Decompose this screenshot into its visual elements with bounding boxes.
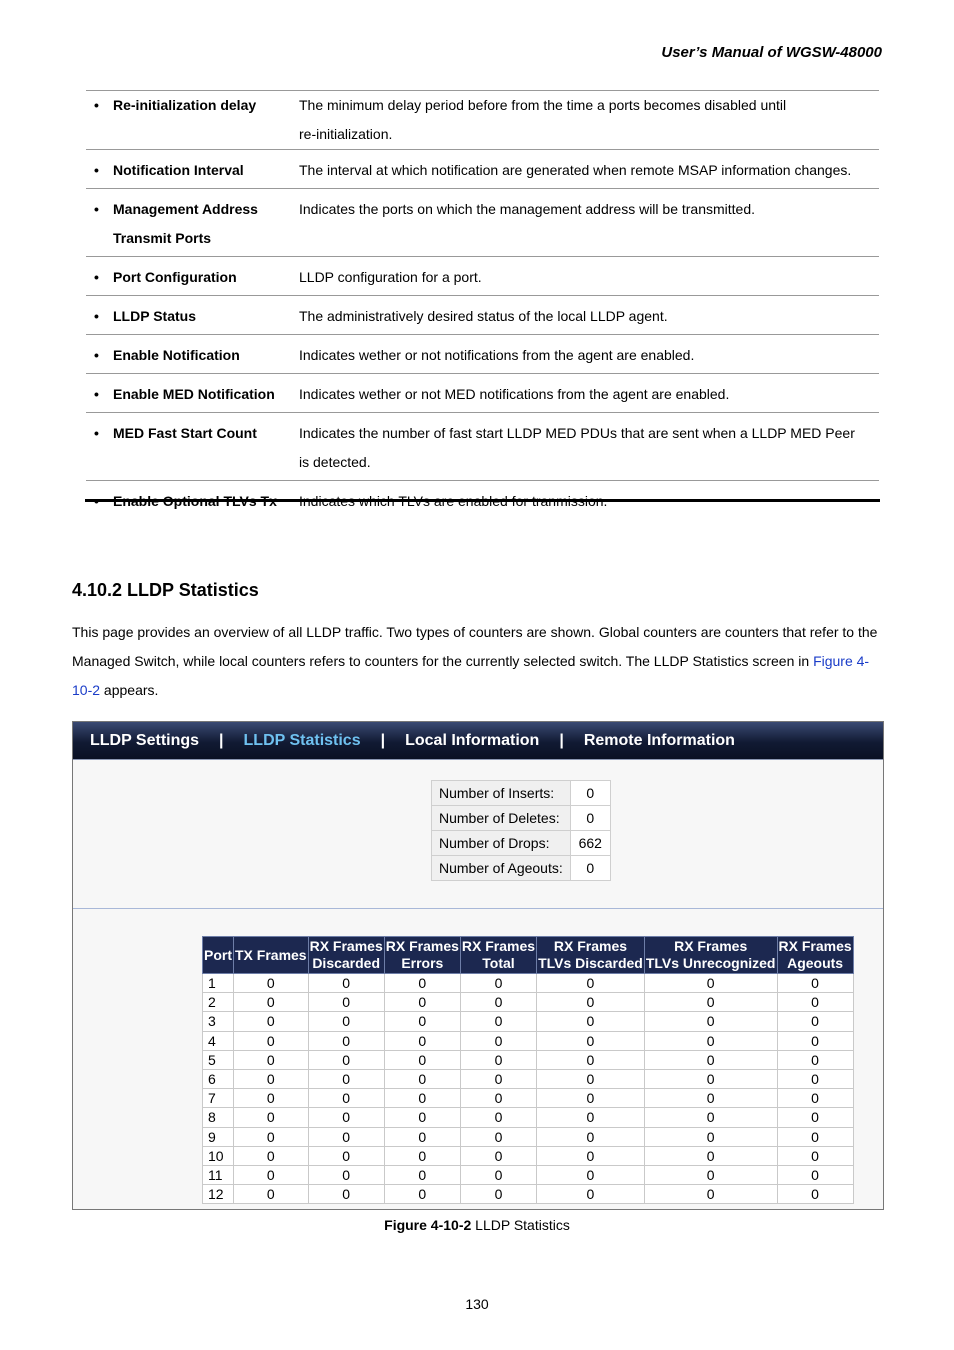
column-header (308, 937, 384, 974)
bullet-icon: • (94, 493, 99, 509)
intro-text: This page provides an overview of all LLDP traffic. Two types of counters are shown. Global counters are counters that refer to the Managed Switch, while local counters refers to counters for the currently selected switch. The LLDP Statistics screen in (72, 624, 878, 669)
column-header-label: TX Frames (235, 946, 307, 963)
counter-cell: 0 (460, 1069, 536, 1088)
tab-local-information[interactable]: Local Information (405, 731, 540, 749)
port-cell: 9 (203, 1127, 234, 1146)
counter-cell: 0 (460, 993, 536, 1012)
counter-cell: 0 (308, 1089, 384, 1108)
counter-cell: 0 (537, 974, 645, 993)
parameter-row (86, 189, 879, 257)
table-row (203, 1146, 854, 1165)
counter-cell: 0 (234, 1127, 309, 1146)
counter-label: Number of Deletes: (432, 806, 571, 831)
counter-cell: 0 (460, 1050, 536, 1069)
counter-cell: 0 (308, 974, 384, 993)
parameter-name-cell (86, 296, 296, 335)
counter-cell: 0 (384, 1146, 460, 1165)
counter-cell: 0 (777, 993, 853, 1012)
parameter-row (86, 335, 879, 374)
counter-cell: 0 (644, 1165, 777, 1184)
column-header (460, 937, 536, 974)
counter-cell: 0 (777, 1031, 853, 1050)
parameter-name: Enable MED Notification (113, 386, 275, 402)
column-header (537, 937, 645, 974)
counter-cell: 0 (384, 1127, 460, 1146)
counter-cell: 0 (384, 993, 460, 1012)
parameter-description-cell (296, 335, 879, 374)
counter-cell: 0 (777, 974, 853, 993)
counter-cell: 0 (234, 1089, 309, 1108)
counter-cell: 0 (384, 974, 460, 993)
column-header-label: RX Frames (385, 938, 459, 954)
counter-cell: 0 (537, 1089, 645, 1108)
counter-cell: 0 (537, 1185, 645, 1204)
parameter-description-cell (296, 150, 879, 189)
parameter-description: Indicates the ports on which the management address will be transmitted. (299, 201, 756, 217)
parameter-row (86, 150, 879, 189)
parameter-name-cell (86, 150, 296, 189)
column-header-label: TLVs Discarded (538, 955, 643, 971)
column-header-label: RX Frames (461, 938, 536, 954)
counter-cell: 0 (644, 1069, 777, 1088)
global-counters-table (431, 780, 611, 881)
counter-cell: 0 (384, 1165, 460, 1184)
counter-cell: 0 (234, 1185, 309, 1204)
port-cell: 4 (203, 1031, 234, 1050)
local-counters-table (202, 936, 854, 1204)
parameter-name-cell (86, 374, 296, 413)
column-header-label: Ageouts (787, 955, 844, 971)
table-row (203, 993, 854, 1012)
parameter-description: Indicates wether or not MED notifications from the agent are enabled. (299, 386, 730, 402)
counter-cell: 0 (644, 1089, 777, 1108)
parameter-row (86, 91, 879, 150)
parameter-description: The administratively desired status of the local LLDP agent. (299, 308, 668, 324)
bullet-icon: • (94, 308, 99, 324)
counter-label: Number of Ageouts: (432, 856, 571, 881)
counter-cell: 0 (308, 1012, 384, 1031)
counter-value: 662 (570, 831, 610, 856)
port-cell: 7 (203, 1089, 234, 1108)
column-header-label: Errors (401, 955, 444, 971)
port-cell: 11 (203, 1165, 234, 1184)
counter-cell: 0 (460, 1012, 536, 1031)
counter-cell: 0 (234, 993, 309, 1012)
global-counter-row (432, 856, 611, 881)
counter-cell: 0 (308, 1165, 384, 1184)
counter-cell: 0 (460, 1127, 536, 1146)
parameter-description-cell (296, 374, 879, 413)
parameter-row (86, 257, 879, 296)
parameter-description: LLDP configuration for a port. (299, 269, 482, 285)
parameter-name-cell (86, 189, 296, 257)
page-number: 130 (465, 1296, 489, 1312)
counter-cell: 0 (537, 1165, 645, 1184)
table-row (203, 1050, 854, 1069)
parameter-name: Enable Optional TLVs Tx (113, 493, 277, 509)
counter-cell: 0 (537, 1031, 645, 1050)
parameter-row (86, 413, 879, 481)
counter-cell: 0 (460, 1165, 536, 1184)
parameter-description-cell (296, 296, 879, 335)
table-row (203, 1031, 854, 1050)
parameter-description-cell (296, 257, 879, 296)
counter-cell: 0 (234, 1165, 309, 1184)
nav-separator: | (380, 731, 386, 749)
counter-label: Number of Inserts: (432, 781, 571, 806)
parameter-table (86, 90, 879, 519)
figure-link[interactable]: Figure 4-10-2 (72, 653, 870, 698)
port-cell: 12 (203, 1185, 234, 1204)
counter-cell: 0 (460, 1185, 536, 1204)
parameter-name-cell (86, 257, 296, 296)
counter-cell: 0 (234, 974, 309, 993)
global-counters-panel (73, 761, 883, 909)
parameter-name: Enable Notification (113, 347, 240, 363)
counter-cell: 0 (384, 1089, 460, 1108)
port-cell: 5 (203, 1050, 234, 1069)
parameter-description: re-initialization. (299, 126, 393, 142)
bullet-icon: • (94, 201, 99, 217)
parameter-name: Re-initialization delay (113, 97, 257, 113)
parameter-name: Port Configuration (113, 269, 237, 285)
counter-cell: 0 (777, 1108, 853, 1127)
parameter-description: is detected. (299, 454, 371, 470)
table-row (203, 1108, 854, 1127)
parameter-name: Management Address (113, 201, 258, 217)
counter-value: 0 (570, 781, 610, 806)
parameter-name-cell (86, 335, 296, 374)
caption-text: LLDP Statistics (471, 1217, 570, 1233)
counter-cell: 0 (644, 1012, 777, 1031)
column-header-label: RX Frames (553, 938, 628, 954)
intro-paragraph (72, 618, 884, 705)
parameter-description-cell (296, 189, 879, 257)
global-counter-row (432, 781, 611, 806)
table-row (203, 1185, 854, 1204)
figure-caption (0, 1217, 954, 1233)
parameter-description: The interval at which notification are generated when remote MSAP information changes. (299, 162, 852, 178)
counter-cell: 0 (644, 1185, 777, 1204)
parameter-description-cell (296, 91, 879, 150)
column-header-label: RX Frames (674, 938, 748, 954)
port-cell: 1 (203, 974, 234, 993)
counter-cell: 0 (460, 1089, 536, 1108)
counter-cell: 0 (537, 993, 645, 1012)
port-cell: 10 (203, 1146, 234, 1165)
section-heading: 4.10.2 LLDP Statistics (72, 580, 259, 600)
table-row (203, 1012, 854, 1031)
counter-cell: 0 (234, 1069, 309, 1088)
column-header (203, 937, 234, 974)
counter-label: Number of Drops: (432, 831, 571, 856)
column-header-label: Discarded (312, 955, 381, 971)
counter-cell: 0 (644, 993, 777, 1012)
column-header-label: TLVs Unrecognized (645, 955, 776, 971)
parameter-description-cell (296, 413, 879, 481)
counter-cell: 0 (308, 1050, 384, 1069)
counter-cell: 0 (384, 1069, 460, 1088)
bullet-icon: • (94, 347, 99, 363)
column-header (777, 937, 853, 974)
table-row (203, 1127, 854, 1146)
table-row (203, 1089, 854, 1108)
counter-cell: 0 (537, 1050, 645, 1069)
bullet-icon: • (94, 269, 99, 285)
counter-cell: 0 (777, 1146, 853, 1165)
column-header-label: Total (482, 955, 515, 971)
intro-tail: appears. (100, 682, 159, 698)
tab-lldp-statistics[interactable]: LLDP Statistics (243, 731, 361, 749)
column-header-label: RX Frames (778, 938, 852, 954)
counter-cell: 0 (777, 1069, 853, 1088)
counter-cell: 0 (384, 1185, 460, 1204)
table-row (203, 1165, 854, 1184)
counter-cell: 0 (384, 1108, 460, 1127)
tab-lldp-settings[interactable]: LLDP Settings (90, 731, 200, 749)
bullet-icon: • (94, 162, 99, 178)
running-header: User’s Manual of WGSW-48000 (661, 44, 882, 61)
counter-cell: 0 (460, 974, 536, 993)
nav-separator: | (559, 731, 564, 749)
table-row (203, 1069, 854, 1088)
parameter-description: The minimum delay period before from the time a ports becomes disabled until (299, 97, 787, 113)
counter-cell: 0 (308, 993, 384, 1012)
counter-cell: 0 (537, 1012, 645, 1031)
parameter-name: LLDP Status (113, 308, 196, 324)
port-cell: 2 (203, 993, 234, 1012)
parameter-description: Indicates the number of fast start LLDP MED PDUs that are sent when a LLDP MED Peer (299, 425, 855, 441)
global-counter-row (432, 806, 611, 831)
counter-cell: 0 (644, 1127, 777, 1146)
counter-cell: 0 (308, 1031, 384, 1050)
column-header (234, 937, 309, 974)
column-header-label: RX Frames (309, 938, 383, 954)
counter-cell: 0 (460, 1031, 536, 1050)
column-header (384, 937, 460, 974)
counter-cell: 0 (644, 1108, 777, 1127)
bullet-icon: • (94, 386, 99, 402)
counter-cell: 0 (460, 1146, 536, 1165)
table-bottom-rule (85, 499, 880, 502)
counter-cell: 0 (234, 1146, 309, 1165)
counter-cell: 0 (234, 1012, 309, 1031)
nav-separator: | (219, 731, 224, 749)
counter-cell: 0 (777, 1012, 853, 1031)
counter-cell: 0 (308, 1185, 384, 1204)
counter-cell: 0 (308, 1108, 384, 1127)
counter-cell: 0 (234, 1108, 309, 1127)
counter-cell: 0 (537, 1127, 645, 1146)
parameter-description: Indicates which TLVs are enabled for tranmission. (299, 493, 608, 509)
counter-cell: 0 (308, 1069, 384, 1088)
bullet-icon: • (94, 97, 99, 113)
column-header (644, 937, 777, 974)
counter-cell: 0 (537, 1108, 645, 1127)
counter-cell: 0 (308, 1146, 384, 1165)
port-cell: 8 (203, 1108, 234, 1127)
parameter-name: Notification Interval (113, 162, 244, 178)
bullet-icon: • (94, 425, 99, 441)
stats-header-row (203, 937, 854, 974)
caption-label: Figure 4-10-2 (384, 1217, 472, 1233)
parameter-row (86, 296, 879, 335)
counter-cell: 0 (777, 1127, 853, 1146)
parameter-row (86, 374, 879, 413)
nav-bar (73, 722, 883, 760)
counter-cell: 0 (644, 1031, 777, 1050)
counter-cell: 0 (777, 1165, 853, 1184)
lldp-statistics-screenshot (72, 721, 884, 1210)
port-cell: 6 (203, 1069, 234, 1088)
counter-cell: 0 (537, 1069, 645, 1088)
counter-cell: 0 (384, 1050, 460, 1069)
table-row (203, 974, 854, 993)
parameter-name-cell (86, 91, 296, 150)
counter-cell: 0 (537, 1146, 645, 1165)
counter-cell: 0 (777, 1185, 853, 1204)
global-counter-row (432, 831, 611, 856)
parameter-name-cell (86, 413, 296, 481)
counter-cell: 0 (644, 1146, 777, 1165)
port-cell: 3 (203, 1012, 234, 1031)
counter-value: 0 (570, 856, 610, 881)
parameter-name: MED Fast Start Count (113, 425, 257, 441)
column-header-label: Port (204, 946, 232, 963)
counter-cell: 0 (777, 1089, 853, 1108)
counter-cell: 0 (234, 1031, 309, 1050)
counter-cell: 0 (460, 1108, 536, 1127)
counter-cell: 0 (384, 1031, 460, 1050)
counter-cell: 0 (308, 1127, 384, 1146)
parameter-description: Indicates wether or not notifications from the agent are enabled. (299, 347, 695, 363)
parameter-name: Transmit Ports (113, 230, 212, 246)
tab-remote-information[interactable]: Remote Information (583, 731, 735, 749)
counter-cell: 0 (384, 1012, 460, 1031)
counter-value: 0 (570, 806, 610, 831)
counter-cell: 0 (234, 1050, 309, 1069)
counter-cell: 0 (644, 1050, 777, 1069)
counter-cell: 0 (777, 1050, 853, 1069)
counter-cell: 0 (644, 974, 777, 993)
